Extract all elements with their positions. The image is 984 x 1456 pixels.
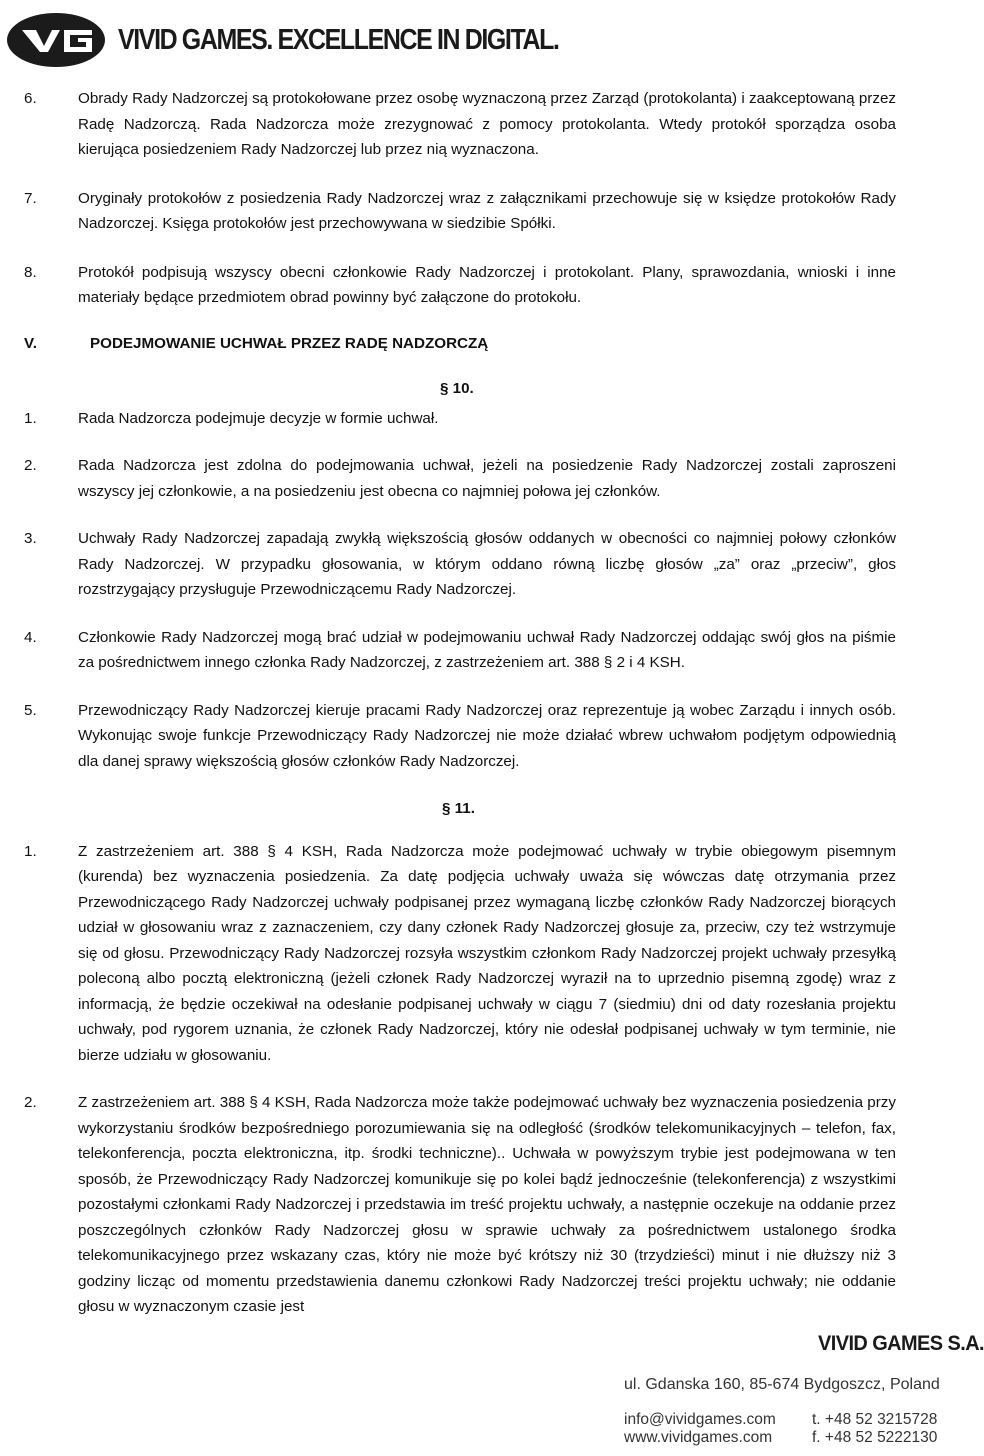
- list-item: [0, 1090, 960, 1320]
- document-body: [0, 86, 960, 1320]
- item-number: 3.: [24, 530, 37, 547]
- footer-fax: f. +48 52 5222130: [812, 1429, 938, 1446]
- paragraph-heading: § 11.: [442, 800, 475, 817]
- item-text: Rada Nadzorcza podejmuje decyzje w formie uchwał.: [78, 409, 439, 427]
- list-item: [0, 186, 960, 237]
- footer-address: ul. Gdanska 160, 85-674 Bydgoszcz, Poland: [624, 1376, 940, 1393]
- item-text: Obrady Rady Nadzorczej są protokołowane przez osobę wyznaczoną przez Zarząd (protokolanta) i zaakceptowaną przez Radę Nadzorczą. Rada Nadzorcza może zrezygnować z pomocy protokolanta. Wtedy protokół sporządza osoba kierująca posiedzeniem Rady Nadzorczej lub przez nią wyznaczona.: [78, 90, 896, 158]
- list-item: [0, 86, 960, 163]
- item-text: Przewodniczący Rady Nadzorczej kieruje pracami Rady Nadzorczej oraz reprezentuje ją wobec Zarządu i innych osób. Wykonując swoje funkcje Przewodniczący Rady Nadzorczej nie może działać wbrew uchwałom podjętym odpowiednią dla danej sprawy większością głosów członków Rady Nadzorczej.: [78, 701, 896, 770]
- section-heading: [0, 331, 960, 357]
- item-number: 6.: [24, 90, 37, 107]
- item-number: 2.: [24, 457, 37, 474]
- item-text: Uchwały Rady Nadzorczej zapadają zwykłą większością głosów oddanych w obecności co najmniej połowy członków Rady Nadzorczej. W przypadku głosowania, w którym oddano równą liczbę głosów „za” oraz „przeciw”, głos rozstrzygający przysługuje Przewodniczącemu Rady Nadzorczej.: [78, 530, 896, 598]
- item-text: Z zastrzeżeniem art. 388 § 4 KSH, Rada Nadzorcza może podejmować uchwały w trybie obiegowym pisemnym (kurenda) bez wyznaczenia posiedzenia. Za datę podjęcia uchwały uważa się wówczas datę otrzymania przez Przewodniczącego Rady Nadzorczej uchwały podpisanej przez wymaganą liczbę członków Rady Nadzorczej biorących udział w głosowaniu wraz z zaznaczeniem, czy dany członek Rady Nadzorczej głosuje za, przeciw, czy też wstrzymuje się od głosu. Przewodniczący Rady Nadzorczej rozsyła wszystkim członkom Rady Nadzorczej projekt uchwały przesyłką poleconą albo pocztą elektroniczną (jeżeli członek Rady Nadzorczej wyraził na to uprzednio pisemną zgodę) wraz z informacją, że będzie oczekiwał na odesłanie podpisanej uchwały w ciągu 7 (siedmiu) dni od daty rozesłania projektu uchwały, pod rygorem uznania, że członek Rady Nadzorczej, który nie odesłał podpisanej uchwały w tym terminie, nie bierze udziału w głosowaniu.: [78, 842, 896, 1064]
- tagline: VIVID GAMES. EXCELLENCE IN DIGITAL.: [118, 24, 559, 56]
- item-number: 1.: [24, 409, 37, 427]
- vivid-games-logo: [6, 12, 106, 68]
- item-text: Z zastrzeżeniem art. 388 § 4 KSH, Rada Nadzorcza może także podejmować uchwały bez wyznaczenia posiedzenia przy wykorzystaniu środków bezpośredniego porozumiewania się na odległość (środków telekomunikacyjnych – telefon, fax, telekonferencja, poczta elektroniczna, itp. środki techniczne).. Uchwała w powyższym trybie jest podejmowana w ten sposób, że Przewodniczący Rady Nadzorczej komunikuje się po kolei bądź jednocześnie (telekonferencja) z wszystkimi pozostałymi członkami Rady Nadzorczej i przedstawia im treść projektu uchwały, a następnie oczekuje na oddanie przez poszczególnych członków Rady Nadzorczej głosu w sprawie uchwały za pośrednictwem ustalonego środka telekomunikacyjnego przez wskazany czas, który nie może być krótszy niż 30 (trzydzieści) minut i nie dłuższy niż 3 godziny licząc od momentu przedstawienia danemu członkowi Rady Nadzorczej treści projektu uchwały; nie oddanie głosu w wyznaczonym czasie jest: [78, 1094, 896, 1315]
- section-title: PODEJMOWANIE UCHWAŁ PRZEZ RADĘ NADZORCZĄ: [90, 334, 489, 352]
- list-item: [0, 406, 960, 432]
- list-item: [0, 526, 960, 603]
- item-number: 5.: [24, 701, 37, 719]
- item-text: Protokół podpisują wszyscy obecni członkowie Rady Nadzorczej i protokolant. Plany, sprawozdania, wnioski i inne materiały będące przedmiotem obrad powinny być załączone do protokołu.: [78, 263, 896, 306]
- item-text: Rada Nadzorcza jest zdolna do podejmowania uchwał, jeżeli na posiedzenie Rady Nadzorczej zostali zaproszeni wszyscy jej członkowie, a na posiedzeniu jest obecna co najmniej połowa jej członków.: [78, 457, 896, 500]
- footer-website[interactable]: www.vividgames.com: [624, 1429, 773, 1446]
- footer-company-name: VIVID GAMES S.A.: [818, 1332, 984, 1355]
- list-item: [0, 453, 960, 504]
- item-number: 4.: [24, 628, 37, 646]
- footer-phone: t. +48 52 3215728: [812, 1411, 938, 1428]
- item-text: Oryginały protokołów z posiedzenia Rady Nadzorczej wraz z załącznikami przechowuje się w księdze protokołów Rady Nadzorczej. Księga protokołów jest przechowywana w siedzibie Spółki.: [78, 189, 896, 232]
- item-number: 1.: [24, 842, 37, 860]
- paragraph-heading: § 10.: [440, 380, 474, 397]
- item-number: 8.: [24, 263, 37, 281]
- list-item: [0, 260, 960, 311]
- letterhead: [0, 0, 960, 85]
- item-number: 7.: [24, 189, 37, 207]
- section-number: V.: [24, 334, 37, 352]
- list-item: [0, 698, 960, 775]
- item-text: Członkowie Rady Nadzorczej mogą brać udział w podejmowaniu uchwał Rady Nadzorczej oddając swój głos na piśmie za pośrednictwem innego członka Rady Nadzorczej, z zastrzeżeniem art. 388 § 2 i 4 KSH.: [78, 628, 896, 671]
- item-number: 2.: [24, 1094, 37, 1111]
- list-item: [0, 625, 960, 676]
- footer-email[interactable]: info@vividgames.com: [624, 1411, 776, 1428]
- list-item: [0, 839, 960, 1069]
